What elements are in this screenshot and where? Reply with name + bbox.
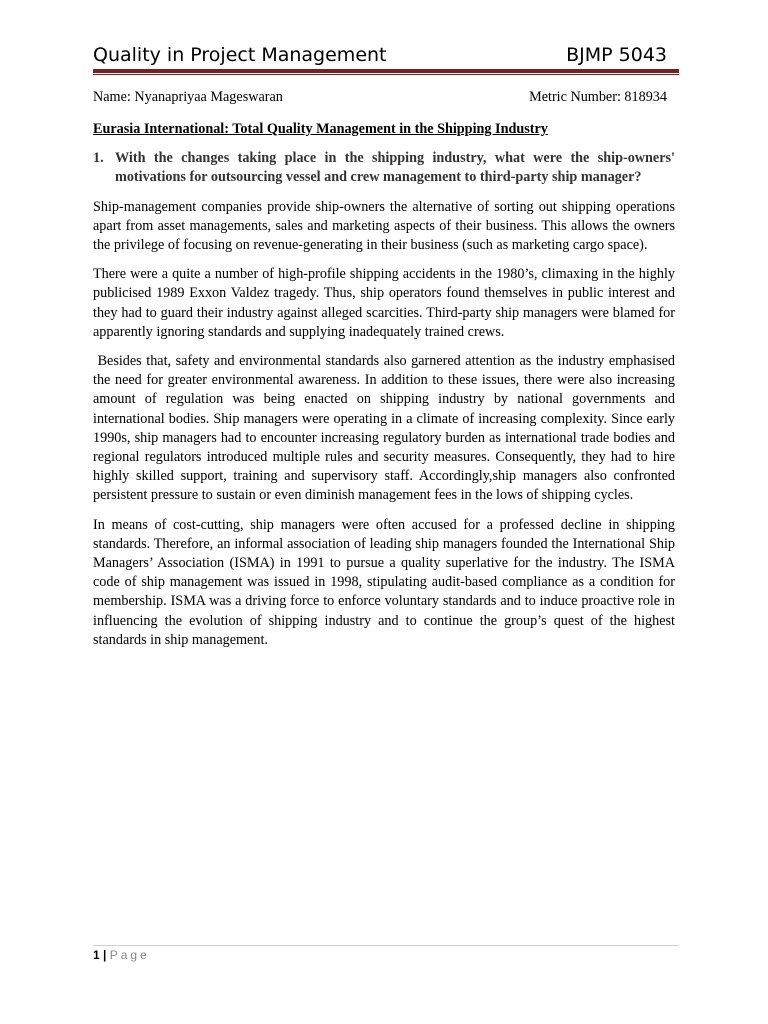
header-divider xyxy=(93,69,679,73)
student-name: Name: Nyanapriyaa Mageswaran xyxy=(93,89,283,105)
course-code: BJMP 5043 xyxy=(566,44,667,66)
page-header xyxy=(93,40,679,70)
footer-divider xyxy=(93,945,679,946)
page-footer xyxy=(93,948,150,962)
header-divider-thin xyxy=(93,74,679,75)
page-number: 1 xyxy=(93,948,100,962)
document-body xyxy=(93,88,679,650)
question-number: 1. xyxy=(93,150,104,167)
page-label: Page xyxy=(109,948,150,962)
student-info-row xyxy=(93,88,675,108)
section-title: Eurasia International: Total Quality Management in the Shipping Industry xyxy=(93,121,548,137)
footer-separator: | xyxy=(103,948,107,962)
metric-number: Metric Number: 818934 xyxy=(529,89,667,105)
paragraph: There were a quite a number of high-profile shipping accidents in the 1980’s, climaxing in the highly publicised 1989 Exxon Valdez tragedy. Thus, ship operators found themselves in public interest and they had to guard their industry against alleged scarcities. Third-party ship managers were blamed for apparently ignoring standards and supplying inadequately trained crews. xyxy=(93,266,675,340)
paragraph: Besides that, safety and environmental standards also garnered attention as the industry emphasised the need for greater environmental awareness. In addition to these issues, there were also increasing amount of regulation was being enacted on shipping industry by national governments and international bodies. Ship managers were operating in a climate of increasing complexity. Since early 1990s, ship managers had to encounter increasing regulatory burden as international trade bodies and regional regulators introduced multiple rules and security measures. Consequently, they had to hire highly skilled support, training and supervisory staff. Accordingly,ship managers also confronted persistent pressure to sustain or even diminish management fees in the lows of shipping cycles. xyxy=(93,353,679,504)
paragraph: In means of cost-cutting, ship managers were often accused for a professed decline in shipping standards. Therefore, an informal association of leading ship managers founded the International Ship Managers’ Association (ISMA) in 1991 to pursue a quality superlative for the industry. The ISMA code of ship management was issued in 1998, stipulating audit-based compliance as a condition for membership. ISMA was a driving force to enforce voluntary standards and to induce proactive role in influencing the evolution of shipping industry and to continue the group’s quest of the highest standards in ship management. xyxy=(93,516,675,648)
document-title: Quality in Project Management xyxy=(93,44,387,66)
question-item xyxy=(93,149,675,187)
paragraph: Ship-management companies provide ship-owners the alternative of sorting out shipping operations apart from asset managements, sales and marketing aspects of their business. This allows the owners the privilege of focusing on revenue-generating in their business (such as marketing cargo space). xyxy=(93,198,675,254)
question-text: With the changes taking place in the shipping industry, what were the ship-owners' motivations for outsourcing vessel and crew management to third-party ship manager? xyxy=(115,150,675,186)
